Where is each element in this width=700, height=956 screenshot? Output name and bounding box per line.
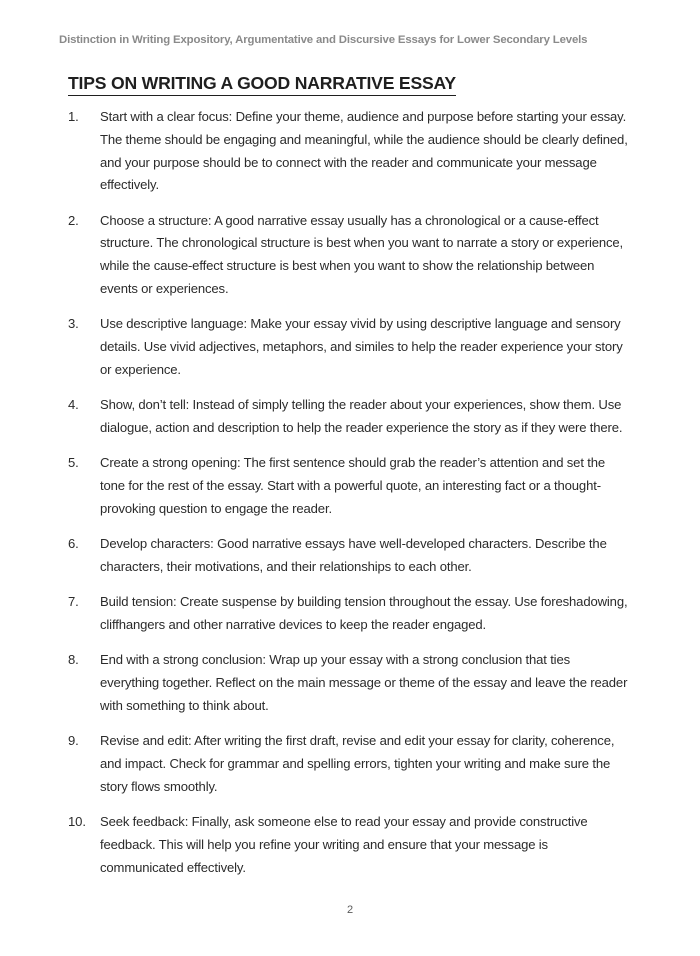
tips-list	[68, 106, 632, 892]
list-item-text: Build tension: Create suspense by building tension throughout the essay. Use foreshadowing, cliffhangers and other narrative devices to keep the reader engaged.	[100, 594, 628, 633]
list-item-text: End with a strong conclusion: Wrap up your essay with a strong conclusion that ties everything together. Reflect on the main message or theme of the essay and leave the reader with something to think about.	[100, 652, 628, 714]
list-item	[68, 730, 632, 798]
list-item-text: Develop characters: Good narrative essays have well-developed characters. Describe the characters, their motivations, and their relationships to each other.	[100, 536, 607, 575]
list-item	[68, 452, 632, 520]
list-item	[68, 106, 632, 197]
list-item-number: 5.	[68, 455, 79, 471]
list-item-number: 9.	[68, 733, 79, 749]
list-item	[68, 533, 632, 579]
list-item-text: Choose a structure: A good narrative essay usually has a chronological or a cause-effect structure. The chronological structure is best when you want to narrate a story or experience, while the cause-effect structure is best when you want to show the relationship between events or experiences.	[100, 212, 624, 297]
list-item-text: Create a strong opening: The first sentence should grab the reader’s attention and set the tone for the rest of the essay. Start with a powerful quote, an interesting fact or a thought-provoking question to engage the reader.	[100, 455, 605, 516]
list-item-text: Revise and edit: After writing the first draft, revise and edit your essay for clarity, coherence, and impact. Check for grammar and spelling errors, tighten your writing and make sure the story flows smoothly.	[100, 733, 615, 794]
list-item-number: 3.	[68, 316, 79, 332]
list-item-number: 10.	[68, 814, 86, 830]
list-item	[68, 649, 632, 717]
list-item-number: 2.	[68, 212, 79, 228]
list-item	[68, 394, 632, 440]
list-item-text: Seek feedback: Finally, ask someone else to read your essay and provide constructive feedback. This will help you refine your writing and ensure that your message is communicated effectively.	[100, 814, 588, 875]
list-item-number: 4.	[68, 397, 79, 413]
page-number: 2	[346, 904, 354, 916]
list-item	[68, 210, 632, 301]
list-item-number: 1.	[68, 109, 79, 124]
list-item-number: 6.	[68, 536, 79, 552]
list-item	[68, 313, 632, 381]
page-title: TIPS ON WRITING A GOOD NARRATIVE ESSAY	[68, 72, 456, 96]
list-item	[68, 811, 632, 879]
list-item-text: Use descriptive language: Make your essay vivid by using descriptive language and sensory details. Use vivid adjectives, metaphors, and similes to help the reader experience your story or experience.	[100, 316, 623, 377]
list-item-text: Start with a clear focus: Define your theme, audience and purpose before starting your essay. The theme should be engaging and meaningful, while the audience should be clearly defined, and your purpose should be to connect with the reader and communicate your message effectively.	[100, 109, 628, 193]
running-header: Distinction in Writing Expository, Argumentative and Discursive Essays for Lower Secondary Levels	[59, 34, 588, 46]
list-item-text: Show, don’t tell: Instead of simply telling the reader about your experiences, show them. Use dialogue, action and description to help the reader experience the story as if they were there.	[100, 397, 623, 436]
list-item	[68, 591, 632, 637]
list-item-number: 8.	[68, 652, 79, 668]
list-item-number: 7.	[68, 594, 79, 610]
